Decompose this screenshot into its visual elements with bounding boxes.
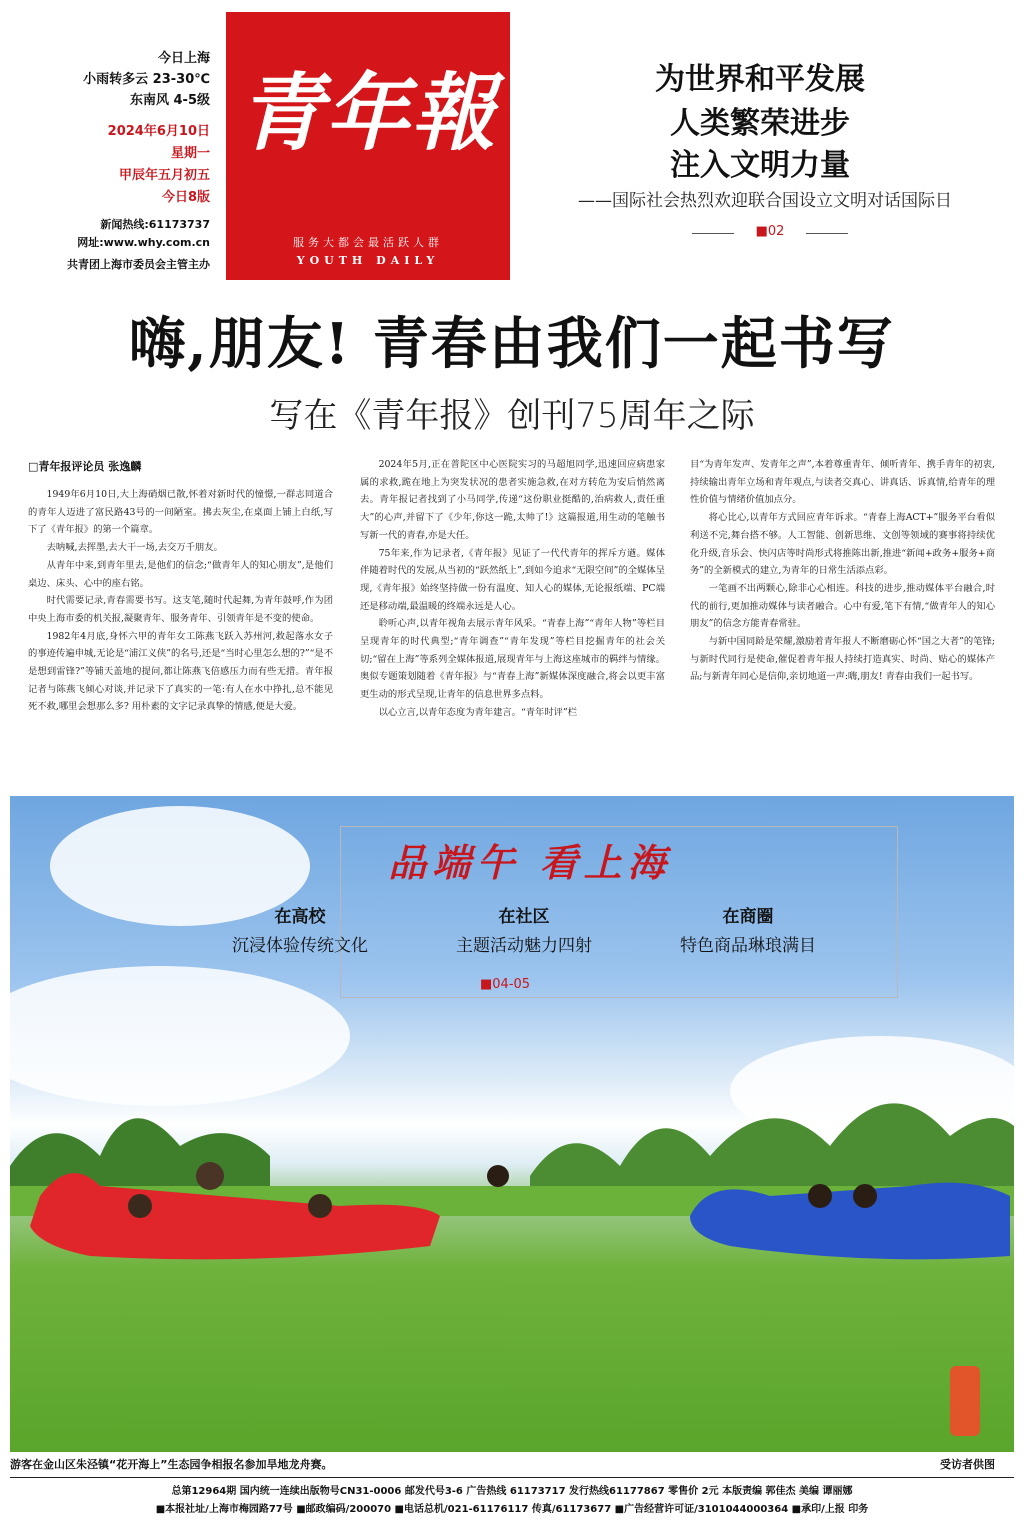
paragraph: 一笔画不出两颗心,除非心心相连。科技的进步,推动媒体平台融合,时代的前行,更加推动媒体与读者融合。心中有爱,笔下有情,“做青年人的知心朋友”的信念方能青春常驻。 xyxy=(690,582,995,630)
section-title: 在高校 xyxy=(274,907,326,927)
masthead-slogan: 服务大都会最活跃人群 xyxy=(293,236,443,249)
section-desc: 沉浸体验传统文化 xyxy=(232,936,368,956)
footer-publication-info: 总第12964期 国内统一连续出版物号CN31-0006 邮发代号3-6 广告热线 61173717 发行热线61177867 零售价 2元 本版责编 郭佳杰 美编 谭丽娜 xyxy=(171,1486,853,1497)
feature-photo xyxy=(10,796,1014,1452)
lunar-date-line: 甲辰年五月初五 xyxy=(118,168,210,183)
ring-stack xyxy=(950,1366,980,1436)
paragraph: 75年来,作为记录者,《青年报》见证了一代代青年的挥斥方遒。媒体伴随着时代的发展,从当初的“跃然纸上”,到如今追求“无限空间”的全媒体呈现,《青年报》始终坚持做一份有温度、知人心的媒体,无论报纸端、PC端还是移动端,最温暖的终端永远是人心。 xyxy=(360,547,665,612)
red-dragon-boat xyxy=(30,1173,440,1259)
top-story-line: 人类繁荣进步 xyxy=(670,106,850,141)
divider xyxy=(806,233,848,234)
weather-line: 今日上海 xyxy=(157,51,210,66)
article-column-1 xyxy=(28,486,333,716)
paragraph: 以心立言,以青年态度为青年建言。“青年时评”栏 xyxy=(378,706,577,718)
top-story-line: 注入文明力量 xyxy=(670,148,850,183)
section-desc: 特色商品琳琅满目 xyxy=(680,936,816,956)
weather-line: 小雨转多云 23-30℃ xyxy=(83,72,210,87)
top-story-line: 为世界和平发展 xyxy=(655,62,865,97)
newspaper-title: 青年報 xyxy=(238,63,497,162)
feature-page-ref[interactable]: ■04-05 xyxy=(480,977,531,992)
masthead-logo xyxy=(226,12,510,280)
sponsor-line: 共青团上海市委员会主管主办 xyxy=(67,258,210,271)
masthead-english: YOUTH DAILY xyxy=(296,254,440,267)
paragraph: 从青年中来,到青年里去,是他们的信念;“做青年人的知心朋友”,是他们桌边、床头、心中的座右铭。 xyxy=(28,559,333,589)
photo-credit: 受访者供图 xyxy=(940,1458,995,1471)
feature-section-commerce xyxy=(638,902,858,956)
paragraph: 目“为青年发声、发青年之声”,本着尊重青年、倾听青年、携手青年的初衷,持续输出青年立场和青年观点,与读者交真心、讲真话、诉真情,给青年的理性价值与情绪价值加点分。 xyxy=(690,459,995,506)
main-subheadline: 写在《青年报》创刊75周年之际 xyxy=(269,396,755,436)
child xyxy=(128,1194,152,1218)
photo-caption: 游客在金山区朱泾镇“花开海上”生态园争相报名参加旱地龙舟赛。 xyxy=(10,1458,333,1471)
feature-section-campus xyxy=(190,902,410,956)
feature-title: 品端午 看上海 xyxy=(388,840,672,885)
article-column-3 xyxy=(690,456,995,686)
footer-address-info: ■本报社址/上海市梅园路77号 ■邮政编码/200070 ■电话总机/021-61176117 传真/61173677 ■广告经营许可证/3101044000364 ■承印/上报 印务 xyxy=(155,1504,869,1515)
child xyxy=(808,1184,832,1208)
website-link[interactable]: 网址:www.why.com.cn xyxy=(77,236,210,249)
weekday-line: 星期一 xyxy=(170,146,210,161)
main-headline: 嗨,朋友! 青春由我们一起书写 xyxy=(129,311,895,377)
edition-count: 今日8版 xyxy=(161,190,210,205)
paragraph: 2024年5月,正在普陀区中心医院实习的马超旭同学,迅速回应病患家属的求救,跪在地上为突发状况的患者实施急救,在对方转危为安后悄然离去。青年报记者找到了小马同学,传递“这份职业挺酷的,治病救人,责任重大”的心声,并留下了《少年,你这一跪,太帅了!》这篇报道,用生动的笔触书写新一代的青春,亦是大任。 xyxy=(360,459,665,541)
footer-divider xyxy=(10,1477,1014,1478)
paragraph: 去呐喊,去挥墨,去大干一场,去交万千朋友。 xyxy=(46,542,223,554)
child xyxy=(853,1184,877,1208)
weather-line: 东南风 4-5级 xyxy=(129,93,210,108)
news-hotline: 新闻热线:61173737 xyxy=(100,218,210,231)
paragraph: 与新中国同龄是荣耀,激励着青年报人不断磨砺心怀“国之大者”的笔锋;与新时代同行是使命,催促着青年报人持续打造真实、时尚、贴心的媒体产品;与新青年同心是信仰,亲切地道一声:嗨,朋友! 青春由我们一起书写。 xyxy=(690,636,995,683)
blue-dragon-boat xyxy=(690,1183,1010,1260)
date-line: 2024年6月10日 xyxy=(107,124,210,139)
article-column-2 xyxy=(360,456,665,722)
child xyxy=(487,1165,509,1187)
paragraph: 聆听心声,以青年视角去展示青年风采。“青春上海”“青年人物”等栏目呈现青年的时代典型;“青年调查”“青年发现”等栏目挖掘青年的社会关切;“留在上海”等系列全媒体报道,展现青年与上海这座城市的羁绊与情缘。 奥似专题策划随着《青年报》与“青春上海”新媒体深度融合,将会以更丰富更生动的形式呈现,让青年的信息世界多点料。 xyxy=(360,618,665,701)
divider xyxy=(692,233,734,234)
paragraph: 时代需要记录,青春需要书写。这支笔,随时代起舞,为青年鼓呼,作为团中央上海市委的机关报,凝聚青年、服务青年、引领青年是不变的使命。 xyxy=(28,595,333,624)
date-block xyxy=(40,121,210,209)
section-desc: 主题活动魅力四射 xyxy=(456,936,592,956)
person xyxy=(196,1162,224,1190)
top-story-page-ref[interactable]: ■02 xyxy=(755,224,785,239)
paragraph: 1949年6月10日,大上海硝烟已散,怀着对新时代的憧憬,一群志同道合的青年人迈进了富民路43号的一间陋室。拂去灰尘,在桌面上铺上白纸,写下了《青年报》的第一个篇章。 xyxy=(28,489,333,536)
byline: □青年报评论员 张逸麟 xyxy=(28,460,142,473)
child xyxy=(308,1194,332,1218)
weather-block xyxy=(40,48,210,111)
paragraph: 1982年4月底,身怀六甲的青年女工陈燕飞跃入苏州河,救起落水女子的事迹传遍申城,无论是“浦江义侠”的名号,还是“当时心里怎么想的?”“是不是想到雷锋?”等铺天盖地的提问,都让陈燕飞倍感压力而有些无措。青年报记者与陈燕飞倾心对谈,并记录下了真实的一笔:有人在水中挣扎,总不能见死不救,哪里会想那么多? 用朴素的文字记录真挚的情感,便是大爱。 xyxy=(28,630,333,713)
section-title: 在商圈 xyxy=(722,907,774,927)
dragon-boat-scene xyxy=(10,1136,1014,1452)
contact-block xyxy=(30,216,210,252)
top-story-subtitle: ——国际社会热烈欢迎联合国设立文明对话国际日 xyxy=(578,191,952,211)
section-title: 在社区 xyxy=(498,907,550,927)
feature-section-community xyxy=(414,902,634,956)
paragraph: 将心比心,以青年方式回应青年诉求。“青春上海ACT+”服务平台看似利送不完,舞台搭不够。人工智能、创新思维、文创等领域的赛事将持续优化升级,音乐会、快闪店等时尚形式将推陈出新,推进“新闻+政务+服务+商务”的全新模式的建立,为青年的日常生活添点彩。 xyxy=(690,512,995,577)
